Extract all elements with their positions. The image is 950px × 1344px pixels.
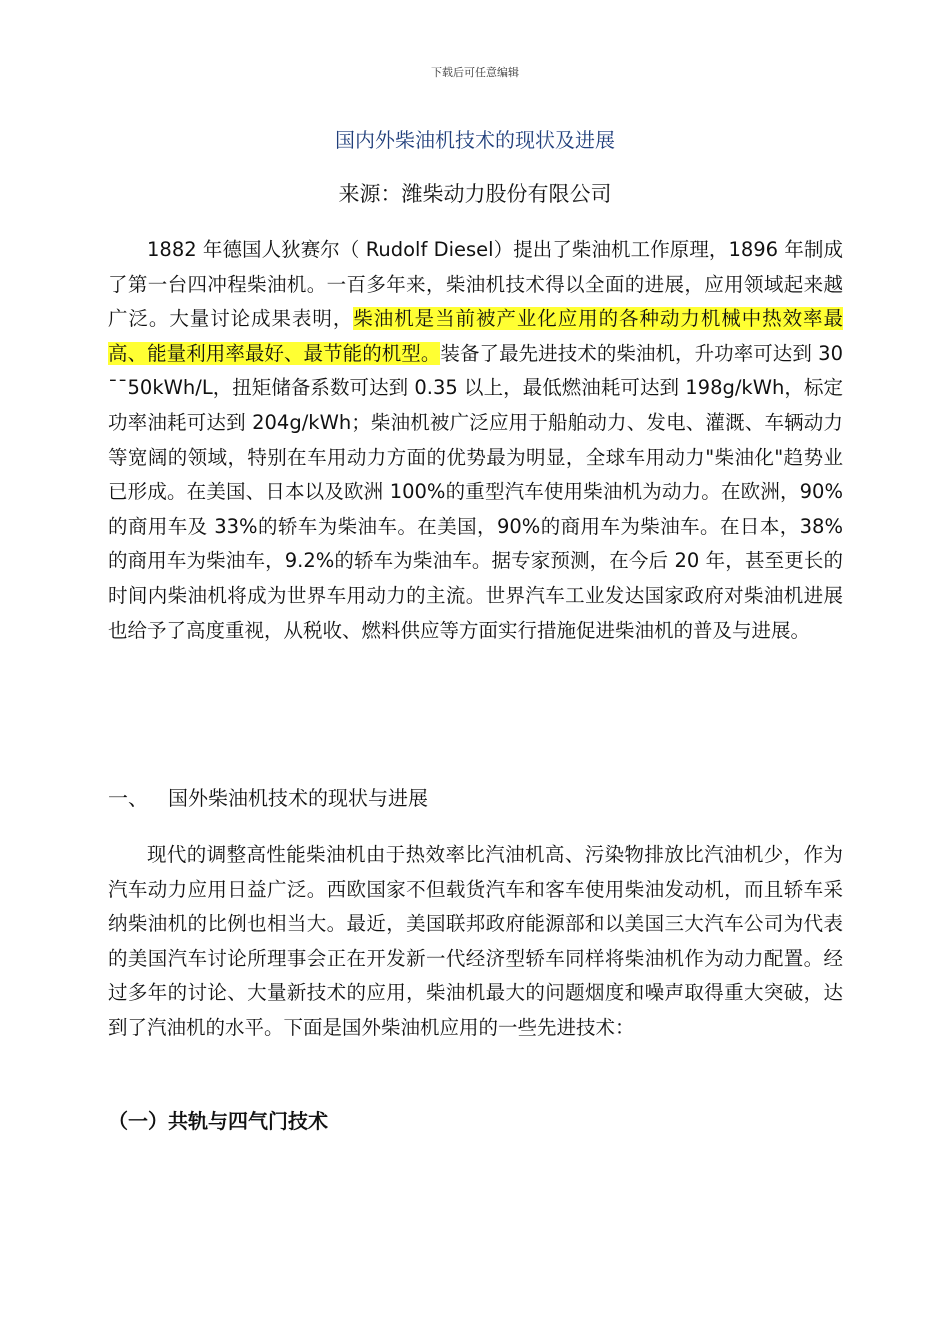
highlighted-text: 柴油机是当前被产业化应用的各种动力机械中热效率最高、能量利用率最好、最节能的机型。 [108,307,843,365]
section-number: 一、 [108,786,148,810]
document-source: 来源：潍柴动力股份有限公司 [338,182,612,206]
intro-paragraph [108,233,843,648]
section-title: 国外柴油机技术的现状与进展 [168,786,428,810]
document-title: 国内外柴油机技术的现状及进展 [335,128,615,152]
section-heading-1 [108,782,428,811]
section-paragraph: 现代的调整高性能柴油机由于热效率比汽油机高、污染物排放比汽油机少，作为汽车动力应用日益广泛。西欧国家不但载货汽车和客车使用柴油发动机，而且轿车采纳柴油机的比例也相当大。最近，美国联邦政府能源部和以美国三大汽车公司为代表的美国汽车讨论所理事会正在开发新一代经济型轿车同样将柴油机作为动力配置。经过多年的讨论、大量新技术的应用，柴油机最大的问题烟度和噪声取得重大突破，达到了汽油机的水平。下面是国外柴油机应用的一些先进技术： [108,843,843,1039]
header-note: 下载后可任意编辑 [431,66,519,79]
intro-text-before: 1882 年德国人狄赛尔（ Rudolf Diesel）提出了柴油机工作原理，1896 年制成了第一台四冲程柴油机。一百多年来，柴油机技术得以全面的进展，应用领域起来越广泛。大量讨论成果表明， [108,238,843,331]
subsection-heading-1: （一）共轨与四气门技术 [108,1109,328,1133]
intro-text-after: 装备了最先进技术的柴油机，升功率可达到 30¯¯50kWh/L，扭矩储备系数可达到 0.35 以上，最低燃油耗可达到 198g/kWh，标定功率油耗可达到 204g/kWh；柴油机被广泛应用于船舶动力、发电、灌溉、车辆动力等宽阔的领域，特别在车用动力方面的优势最为明显，全球车用动力"柴油化"趋势业已形成。在美国、日本以及欧洲 100%的重型汽车使用柴油机为动力。在欧洲，90%的商用车及 33%的轿车为柴油车。在美国，90%的商用车为柴油车。在日本，38%的商用车为柴油车，9.2%的轿车为柴油车。据专家预测，在今后 20 年，甚至更长的时间内柴油机将成为世界车用动力的主流。世界汽车工业发达国家政府对柴油机进展也给予了高度重视，从税收、燃料供应等方面实行措施促进柴油机的普及与进展。 [108,341,843,642]
